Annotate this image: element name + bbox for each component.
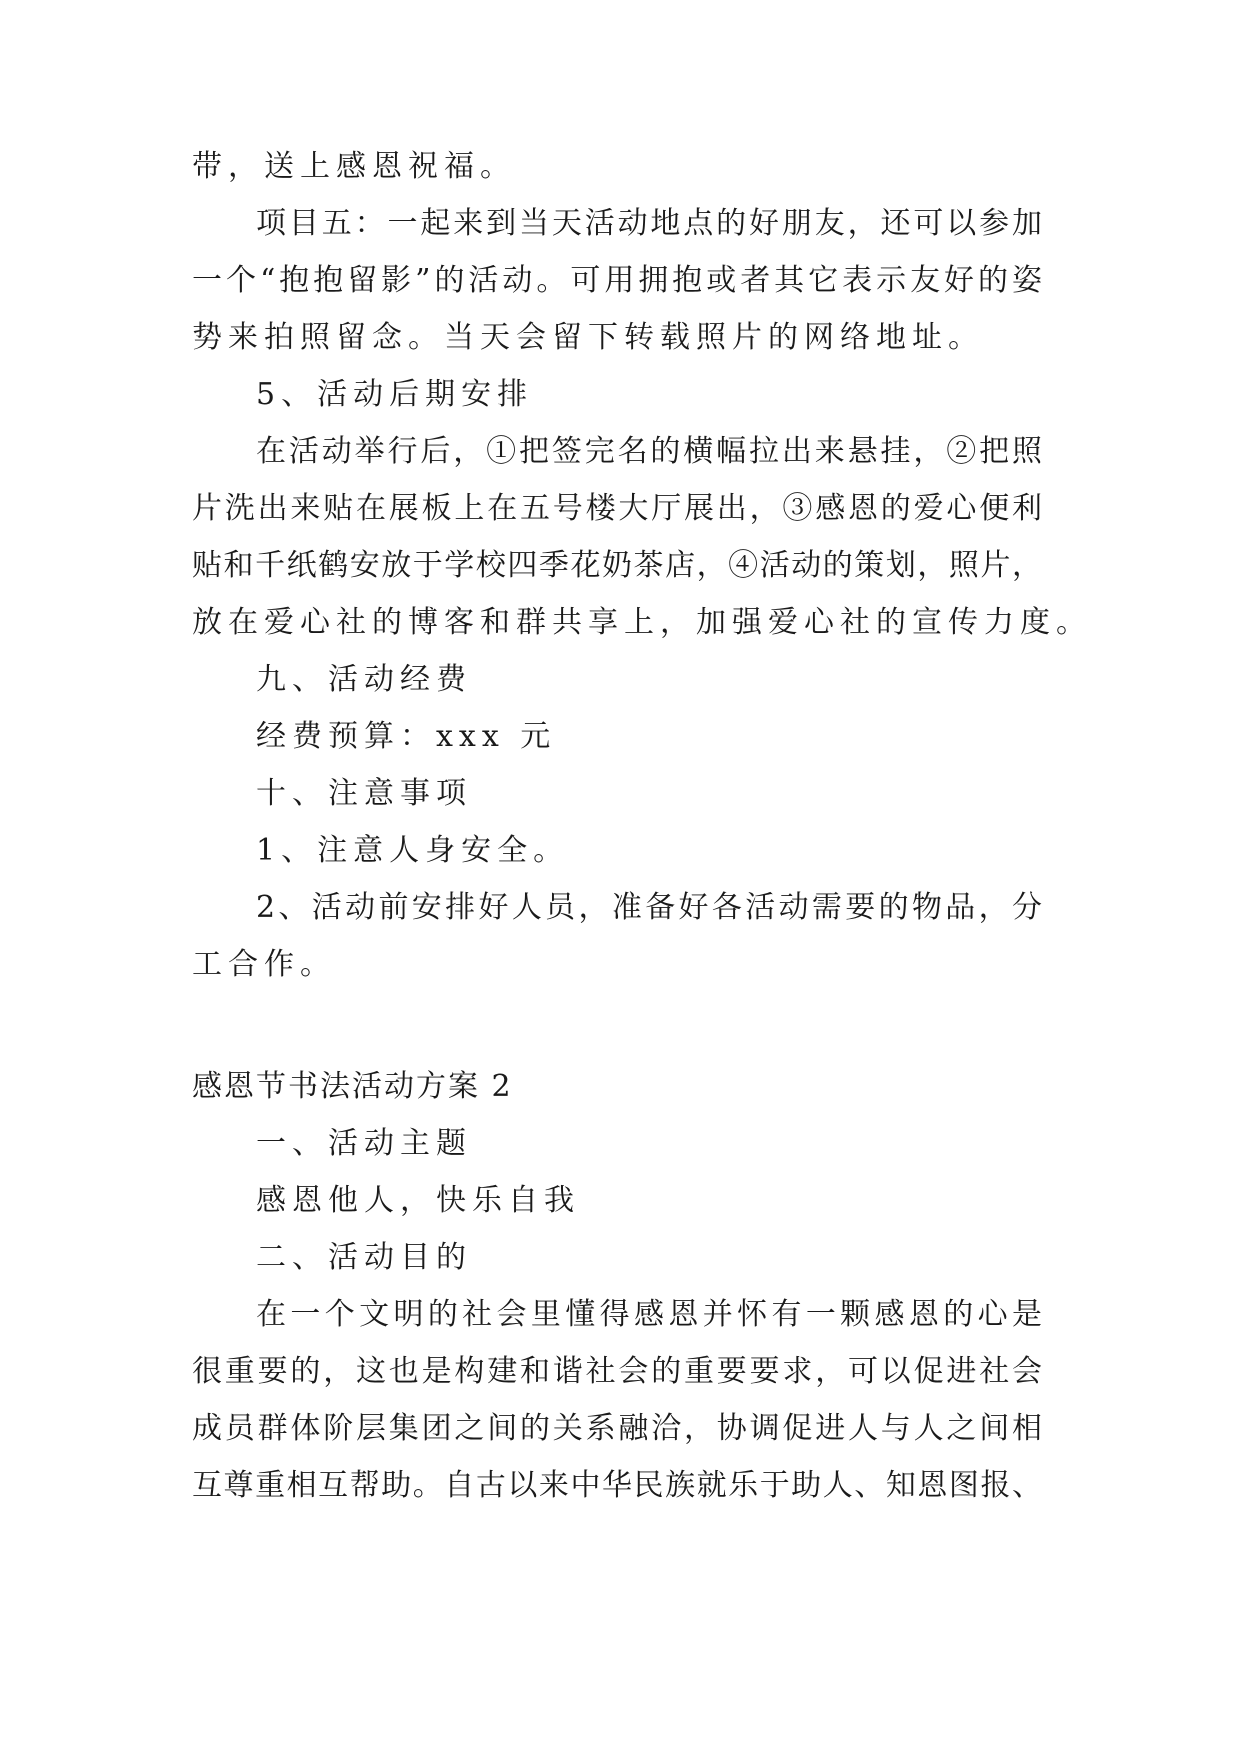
text-line: 在一个文明的社会里懂得感恩并怀有一颗感恩的心是 [256,1297,1042,1332]
text-line: 成员群体阶层集团之间的关系融洽，协调促进人与人之间相 [192,1411,1042,1446]
document-title: 感恩节书法活动方案 2 [192,1069,513,1104]
text-line: 贴和千纸鹤安放于学校四季花奶茶店，④活动的策划，照片， [192,548,1042,583]
text-line: 互尊重相互帮助。自古以来中华民族就乐于助人、知恩图报、 [192,1468,1042,1503]
text-line: 在活动举行后，①把签完名的横幅拉出来悬挂，②把照 [256,434,1042,469]
text-line: 经费预算：xxx 元 [256,719,557,754]
section-heading: 十、注意事项 [256,776,472,811]
text-line: 1、注意人身安全。 [256,833,570,868]
text-line: 工合作。 [192,947,336,982]
text-line: 感恩他人，快乐自我 [256,1183,580,1218]
text-line: 势来拍照留念。当天会留下转载照片的网络地址。 [192,320,984,355]
text-line: 放在爱心社的博客和群共享上，加强爱心社的宣传力度。 [192,605,1092,640]
section-heading: 二、活动目的 [256,1240,472,1275]
text-line: 片洗出来贴在展板上在五号楼大厅展出，③感恩的爱心便利 [192,491,1042,526]
text-line: 项目五：一起来到当天活动地点的好朋友，还可以参加 [256,206,1042,241]
text-line: 带，送上感恩祝福。 [192,149,516,184]
text-line: 很重要的，这也是构建和谐社会的重要要求，可以促进社会 [192,1354,1042,1389]
section-heading: 一、活动主题 [256,1126,472,1161]
text-line: 一个“抱抱留影”的活动。可用拥抱或者其它表示友好的姿 [192,263,1042,298]
section-heading: 5、活动后期安排 [256,377,534,412]
section-heading: 九、活动经费 [256,662,472,697]
text-line: 2、活动前安排好人员，准备好各活动需要的物品，分 [256,890,1042,925]
